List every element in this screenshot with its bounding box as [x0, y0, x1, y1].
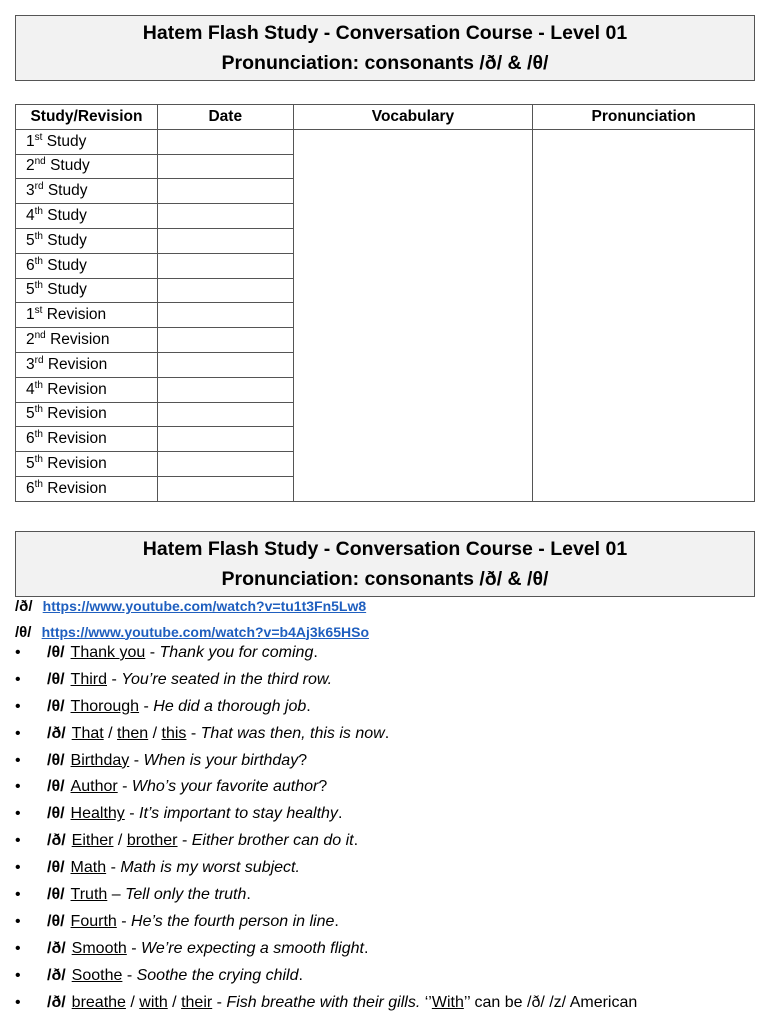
text-fragment: - — [145, 644, 160, 661]
bullet-icon: • — [15, 966, 21, 984]
bullet-icon: • — [15, 751, 21, 769]
row-label: Study — [47, 256, 87, 274]
vocab-word: Either — [71, 832, 114, 850]
ordinal-suffix: th — [34, 255, 43, 267]
vocab-word: breathe — [71, 993, 126, 1011]
example-sentence: Who’s your favorite author — [131, 778, 319, 796]
row-label: Study — [50, 157, 90, 175]
vocab-word: Third — [70, 670, 107, 688]
ordinal-number: 5 — [26, 455, 35, 473]
example-sentence: Soothe the crying child — [136, 966, 299, 984]
text-fragment: ? — [298, 751, 308, 769]
header-subtitle: Pronunciation: consonants /ð/ & /θ/ — [221, 52, 549, 74]
text-fragment: . — [337, 805, 343, 823]
vocab-word: Math — [70, 859, 107, 877]
phoneme-symbol: /ð/ — [47, 939, 66, 957]
vocab-word: Author — [70, 778, 118, 796]
example-sentence: Either brother can do it — [191, 832, 354, 850]
bullet-icon: • — [15, 670, 21, 688]
bullet-icon: • — [15, 832, 21, 850]
text-fragment: . — [384, 724, 390, 742]
list-item — [15, 801, 637, 828]
text-fragment: . — [363, 939, 369, 957]
row-label: Revision — [47, 479, 107, 497]
text-fragment: – — [107, 886, 126, 904]
vocab-word: Smooth — [71, 939, 127, 957]
ordinal-number: 6 — [26, 479, 35, 497]
ordinal-number: 4 — [26, 207, 35, 225]
text-fragment: / — [125, 993, 140, 1011]
ordinal-number: 1 — [26, 132, 35, 150]
vocab-word: Fourth — [70, 912, 117, 930]
bullet-icon: • — [15, 993, 21, 1011]
vocab-word: Thorough — [70, 697, 140, 715]
study-revision-cell — [16, 452, 158, 477]
list-item — [15, 748, 637, 775]
list-item — [15, 721, 637, 748]
date-cell[interactable] — [157, 303, 293, 328]
date-cell[interactable] — [157, 179, 293, 204]
study-revision-cell — [16, 303, 158, 328]
vocab-word: Truth — [70, 886, 108, 904]
ordinal-suffix: th — [34, 379, 43, 391]
text-fragment: / — [103, 724, 118, 742]
ordinal-number: 1 — [26, 306, 35, 324]
ordinal-suffix: th — [34, 478, 43, 490]
header-subtitle: Pronunciation: consonants /ð/ & /θ/ — [221, 568, 549, 590]
phoneme-symbol: /θ/ — [47, 912, 65, 930]
row-label: Revision — [47, 430, 107, 448]
study-revision-cell — [16, 228, 158, 253]
row-label: Study — [47, 281, 87, 299]
text-fragment: - — [212, 993, 227, 1011]
phoneme-symbol: /θ/ — [47, 859, 65, 877]
text-fragment: . — [246, 886, 251, 904]
list-item — [15, 667, 637, 694]
study-revision-cell — [16, 427, 158, 452]
list-item — [15, 990, 637, 1017]
list-item — [15, 882, 637, 909]
phoneme-symbol: /θ/ — [47, 670, 65, 688]
phoneme-symbol: /θ/ — [47, 886, 65, 904]
text-fragment: - — [129, 751, 144, 769]
link-symbol: /θ/ — [15, 623, 32, 641]
ordinal-suffix: rd — [34, 354, 44, 366]
list-item — [15, 855, 637, 882]
ordinal-number: 2 — [26, 331, 35, 349]
example-sentence: You’re seated in the third row. — [121, 670, 333, 688]
date-cell[interactable] — [157, 377, 293, 402]
bullet-icon: • — [15, 644, 21, 661]
date-cell[interactable] — [157, 253, 293, 278]
text-fragment: - — [177, 832, 192, 850]
column-header: Pronunciation — [533, 105, 755, 130]
ordinal-number: 2 — [26, 157, 35, 175]
study-revision-cell — [16, 154, 158, 179]
date-cell[interactable] — [157, 228, 293, 253]
text-fragment: - — [106, 859, 121, 877]
ordinal-suffix: st — [34, 131, 43, 143]
example-sentence: That was then, this is now — [200, 724, 385, 742]
list-item — [15, 936, 637, 963]
text-fragment: . — [353, 832, 359, 850]
example-sentence: When is your birthday — [143, 751, 299, 769]
vocab-word: this — [161, 724, 187, 742]
video-link-row — [15, 594, 369, 620]
list-item — [15, 774, 637, 801]
list-item — [15, 640, 637, 667]
header-title: Hatem Flash Study - Conversation Course - Level 01 — [142, 538, 628, 560]
row-label: Study — [46, 132, 87, 150]
bullet-icon: • — [15, 859, 21, 877]
row-label: Study — [47, 182, 88, 200]
bullet-icon: • — [15, 778, 21, 796]
text-fragment: - — [186, 724, 201, 742]
study-revision-cell — [16, 328, 158, 353]
ordinal-suffix: th — [34, 206, 43, 218]
text-fragment: . — [334, 912, 339, 930]
ordinal-suffix: th — [34, 429, 43, 441]
study-revision-cell — [16, 352, 158, 377]
phoneme-symbol: /θ/ — [47, 644, 65, 661]
date-cell[interactable] — [157, 129, 293, 154]
ordinal-number: 5 — [26, 231, 35, 249]
ordinal-number: 4 — [26, 380, 35, 398]
text-fragment: - — [139, 697, 154, 715]
table-header-row — [16, 105, 755, 130]
ordinal-number: 5 — [26, 281, 35, 299]
header-title: Hatem Flash Study - Conversation Course - Level 01 — [142, 22, 628, 44]
text-fragment: ’’ can be /ð/ /z/ American — [463, 993, 638, 1011]
ordinal-number: 5 — [26, 405, 35, 423]
ordinal-number: 6 — [26, 256, 35, 274]
example-sentence: Thank you for coming — [159, 644, 314, 661]
date-cell[interactable] — [157, 402, 293, 427]
phoneme-symbol: /θ/ — [47, 805, 65, 823]
example-sentence: He did a thorough job — [153, 697, 307, 715]
bullet-icon: • — [15, 939, 21, 957]
study-revision-cell — [16, 476, 158, 501]
ordinal-suffix: th — [34, 404, 43, 416]
text-fragment: / — [148, 724, 162, 742]
text-fragment: - — [122, 966, 137, 984]
text-fragment: - — [126, 939, 142, 957]
date-cell[interactable] — [157, 452, 293, 477]
pronunciation-cell[interactable] — [533, 129, 755, 501]
example-sentence: Tell only the truth — [125, 886, 247, 904]
example-sentence: Math is my worst subject. — [120, 859, 300, 877]
example-sentence: It’s important to stay healthy — [139, 805, 338, 823]
example-sentence: We’re expecting a smooth flight — [141, 939, 364, 957]
table-row — [16, 129, 755, 154]
vocab-word: then — [117, 724, 149, 742]
text-fragment: . — [298, 966, 303, 984]
link-symbol: /ð/ — [15, 598, 33, 615]
vocab-word: Thank you — [70, 644, 146, 661]
text-fragment: . — [313, 644, 318, 661]
ordinal-suffix: nd — [34, 156, 46, 168]
vocabulary-cell[interactable] — [293, 129, 533, 501]
date-cell[interactable] — [157, 154, 293, 179]
text-fragment: ‘’ — [420, 993, 432, 1011]
text-fragment: . — [306, 697, 311, 715]
phoneme-symbol: /ð/ — [47, 832, 66, 850]
study-revision-cell — [16, 278, 158, 303]
date-cell[interactable] — [157, 427, 293, 452]
document-header-top — [15, 15, 755, 81]
phoneme-symbol: /ð/ — [47, 993, 66, 1011]
bullet-icon: • — [15, 805, 21, 823]
row-label: Study — [47, 207, 87, 225]
bullet-icon: • — [15, 912, 21, 930]
study-revision-cell — [16, 129, 158, 154]
bullet-icon: • — [15, 886, 21, 904]
example-sentence: He’s the fourth person in line — [131, 912, 335, 930]
ordinal-number: 3 — [26, 182, 35, 200]
ordinal-number: 3 — [26, 355, 35, 373]
tracker-body — [16, 129, 755, 501]
bullet-icon: • — [15, 724, 21, 742]
column-header: Vocabulary — [293, 105, 533, 130]
text-fragment: - — [116, 912, 132, 930]
vocab-word: brother — [126, 832, 178, 850]
phoneme-symbol: /ð/ — [47, 966, 66, 984]
study-revision-cell — [16, 253, 158, 278]
row-label: Revision — [47, 455, 107, 473]
row-label: Revision — [47, 355, 108, 373]
date-cell[interactable] — [157, 204, 293, 229]
text-fragment: - — [107, 670, 122, 688]
ordinal-suffix: th — [34, 454, 43, 466]
youtube-link[interactable]: https://www.youtube.com/watch?v=tu1t3Fn5Lw8 — [42, 598, 367, 614]
date-cell[interactable] — [157, 278, 293, 303]
study-revision-cell — [16, 179, 158, 204]
phoneme-symbol: /θ/ — [47, 778, 65, 796]
vocab-word: their — [181, 993, 213, 1011]
date-cell[interactable] — [157, 476, 293, 501]
ordinal-suffix: rd — [34, 181, 44, 193]
text-fragment: / — [113, 832, 127, 850]
ordinal-suffix: st — [34, 305, 43, 317]
study-revision-cell — [16, 204, 158, 229]
ordinal-suffix: nd — [34, 330, 46, 342]
bullet-icon: • — [15, 697, 21, 715]
row-label: Revision — [46, 306, 107, 324]
list-item — [15, 828, 637, 855]
row-label: Revision — [47, 380, 107, 398]
vocab-word: with — [139, 993, 168, 1011]
row-label: Revision — [47, 405, 107, 423]
document-header-bottom — [15, 531, 755, 597]
study-tracker-table — [15, 104, 755, 502]
ordinal-number: 6 — [26, 430, 35, 448]
list-item — [15, 963, 637, 990]
vocab-word: With — [431, 993, 464, 1011]
study-revision-cell — [16, 377, 158, 402]
text-fragment: - — [124, 805, 140, 823]
column-header: Study/Revision — [16, 105, 158, 130]
list-item — [15, 694, 637, 721]
column-header: Date — [157, 105, 293, 130]
vocabulary-list — [15, 640, 637, 1016]
text-fragment: ? — [318, 778, 328, 796]
row-label: Revision — [50, 331, 110, 349]
phoneme-symbol: /ð/ — [47, 724, 66, 742]
ordinal-suffix: th — [34, 230, 43, 242]
vocab-word: That — [71, 724, 104, 742]
vocab-word: Healthy — [70, 805, 125, 823]
study-revision-cell — [16, 402, 158, 427]
row-label: Study — [47, 231, 87, 249]
vocab-word: Birthday — [70, 751, 130, 769]
date-cell[interactable] — [157, 352, 293, 377]
list-item — [15, 909, 637, 936]
text-fragment: - — [117, 778, 132, 796]
example-sentence: Fish breathe with their gills. — [226, 993, 421, 1011]
date-cell[interactable] — [157, 328, 293, 353]
text-fragment: / — [167, 993, 182, 1011]
phoneme-symbol: /θ/ — [47, 697, 65, 715]
video-links — [15, 594, 369, 645]
youtube-link[interactable]: https://www.youtube.com/watch?v=b4Aj3k65HSo — [41, 623, 369, 640]
phoneme-symbol: /θ/ — [47, 751, 65, 769]
vocab-word: Soothe — [71, 966, 123, 984]
ordinal-suffix: th — [34, 280, 43, 292]
